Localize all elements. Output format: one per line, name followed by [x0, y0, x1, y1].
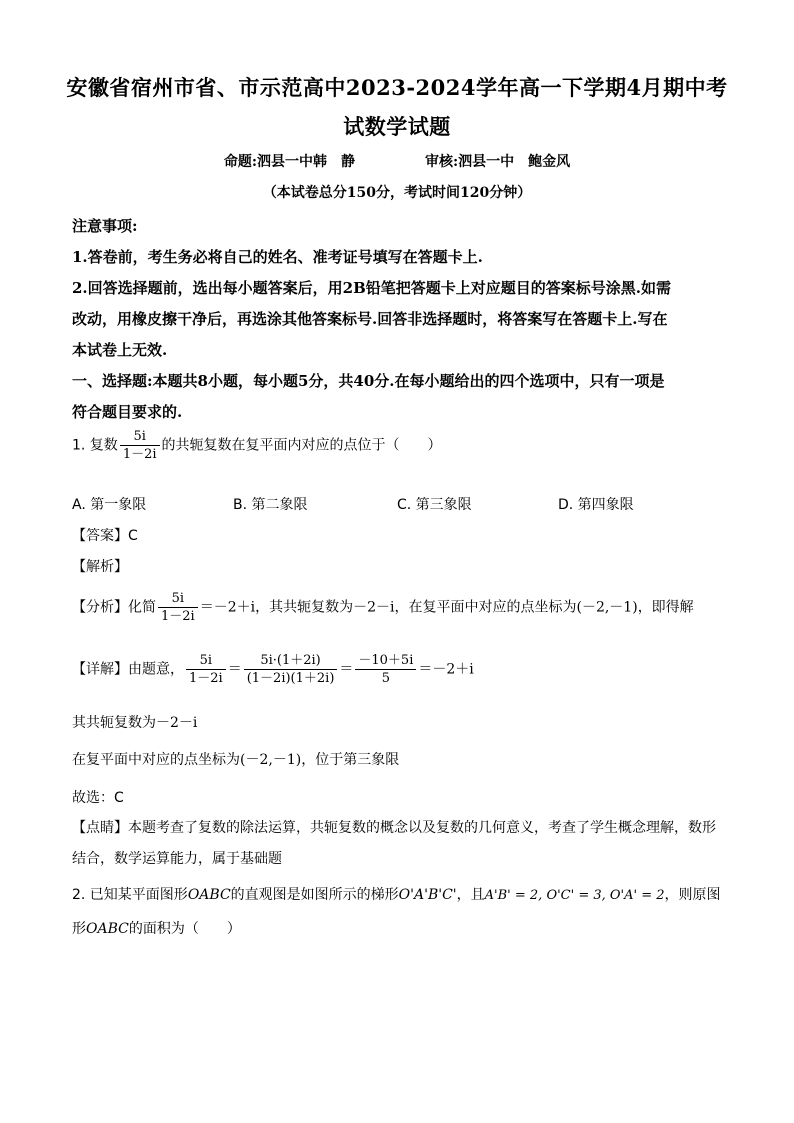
analysis-tag: 【解析】 — [72, 559, 128, 575]
q1-option-b: B. 第二象限 — [233, 497, 308, 513]
q1-fraction-den: 1－2i — [122, 447, 157, 462]
detail-fraction-3-num: －10＋5i — [355, 652, 416, 670]
q1-fraction — [120, 428, 160, 463]
q2-text-b: 的直观图是如图所示的梯形 — [230, 887, 399, 903]
section-heading-line-1: 一、选择题:本题共8小题，每小题5分，共40分.在每小题给出的四个选项中，只有一项是 — [72, 372, 665, 390]
q2-text-c: ，且 — [456, 887, 485, 903]
q2-text-d: ，则原图 — [664, 887, 721, 903]
fenxi-equation: ＝－2＋i — [199, 599, 256, 616]
q1-option-c: C. 第三象限 — [397, 497, 472, 513]
question-1-stem — [72, 428, 442, 463]
detail-fraction-2-num: 5i·(1＋2i) — [244, 652, 338, 670]
q2-shape: OABC — [187, 887, 231, 903]
detail-fraction-1-num: 5i — [186, 652, 226, 670]
q1-conjugate-line — [72, 712, 197, 732]
q1-point-line — [72, 749, 399, 769]
q1-option-d: D. 第四象限 — [558, 497, 634, 513]
answer-tag: 【答案】 — [72, 528, 128, 544]
fenxi-fraction — [158, 590, 198, 625]
q2-shape-2: OABC — [86, 921, 129, 937]
q2-trapezoid: O'A'B'C' — [398, 887, 457, 903]
authors-line: 命题:泗县一中韩 静 审核:泗县一中 鲍金风 — [223, 154, 571, 170]
q1-answer — [72, 525, 138, 545]
answer-value: C — [128, 528, 138, 544]
fenxi-mid: ，其共轭复数为 — [255, 599, 354, 616]
fenxi-point: (－2,－1) — [576, 599, 638, 616]
comment-tag: 【点睛】 — [72, 820, 128, 836]
detail-fraction-1-den: 1－2i — [189, 671, 223, 686]
detail-pre: 由题意， — [128, 661, 184, 678]
question-2-line-2 — [72, 918, 241, 938]
point-value: (－2,－1) — [240, 752, 302, 768]
q1-comment-line-1 — [72, 817, 716, 837]
q1-option-a: A. 第一象限 — [72, 497, 147, 513]
detail-fraction-3-den: 5 — [381, 671, 391, 686]
detail-equals-2: ＝ — [339, 661, 354, 678]
question-2-line-1 — [72, 884, 721, 904]
conjugate-value: －2－i — [156, 715, 198, 731]
detail-fraction-1 — [186, 652, 226, 687]
q1-fenxi — [72, 590, 694, 625]
notes-heading: 注意事项: — [72, 217, 138, 235]
detail-result: ＝－2＋i — [418, 661, 474, 678]
q1-comment-line-2: 结合，数学运算能力，属于基础题 — [72, 851, 282, 867]
fenxi-conjugate: －2－i — [353, 599, 395, 616]
q2-text-e: 形 — [72, 921, 86, 937]
detail-fraction-2 — [244, 652, 338, 687]
section-heading-line-2: 符合题目要求的. — [72, 403, 183, 421]
title-line-1: 安徽省宿州市省、市示范高中2023-2024学年高一下学期4月期中考 — [66, 75, 728, 100]
notes-item-2-line-3: 本试卷上无效. — [72, 341, 168, 359]
detail-equals-1: ＝ — [227, 661, 242, 678]
q2-text-a: 2. 已知某平面图形 — [72, 887, 188, 903]
detail-fraction-3 — [355, 652, 416, 687]
conjugate-text: 其共轭复数为 — [72, 715, 156, 731]
q1-suffix: 的共轭复数在复平面内对应的点位于（ ） — [161, 437, 442, 454]
title-line-2: 试数学试题 — [343, 114, 451, 139]
detail-tag: 【详解】 — [72, 661, 128, 678]
fenxi-pre: 化简 — [128, 599, 156, 616]
point-text: 在复平面中对应的点坐标为 — [72, 752, 240, 768]
q2-text-f: 的面积为（ ） — [128, 921, 241, 937]
fenxi-fraction-den: 1－2i — [161, 609, 195, 624]
notes-item-1: 1.答卷前，考生务必将自己的姓名、准考证号填写在答题卡上. — [72, 248, 483, 266]
fenxi-tag: 【分析】 — [72, 599, 128, 616]
detail-fraction-2-den: (1－2i)(1＋2i) — [246, 671, 335, 686]
comment-text-1: 本题考查了复数的除法运算，共轭复数的概念以及复数的几何意义，考查了学生概念理解，数形 — [128, 820, 716, 836]
q1-choice: 故选：C — [72, 790, 124, 806]
q1-detail — [72, 652, 474, 687]
notes-item-2-line-1: 2.回答选择题前，选出每小题答案后，用2B铅笔把答题卡上对应题目的答案标号涂黑.如需 — [72, 279, 672, 297]
q2-condition: A'B' = 2, O'C' = 3, O'A' = 2 — [484, 888, 665, 903]
q1-prefix: 1. 复数 — [72, 437, 118, 454]
fenxi-fraction-num: 5i — [158, 590, 198, 608]
point-suffix: ，位于第三象限 — [301, 752, 400, 768]
exam-info: （本试卷总分150分，考试时间120分钟） — [262, 185, 532, 201]
fenxi-end: ，即得解 — [637, 599, 694, 616]
fenxi-mid-2: ，在复平面中对应的点坐标为 — [394, 599, 577, 616]
notes-item-2-line-2: 改动，用橡皮擦干净后，再选涂其他答案标号.回答非选择题时，将答案写在答题卡上.写在 — [72, 310, 668, 328]
q1-fraction-num: 5i — [120, 428, 160, 446]
